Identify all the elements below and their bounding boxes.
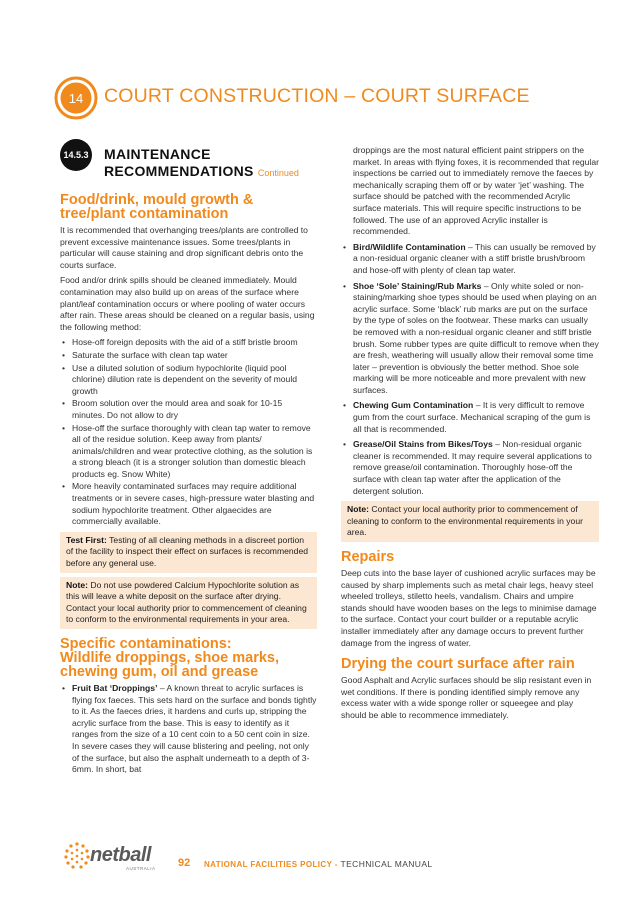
right-column: [341, 145, 599, 726]
list-item: [341, 400, 599, 435]
specific-heading: [60, 637, 317, 679]
list-item: • Use a diluted solution of sodium hypochlorite (liquid pool chlorine) dilution rate is dependent on the severity of mould growth: [60, 363, 317, 398]
note-box: [341, 501, 599, 542]
list-item: • Broom solution over the mould area and soak for 10-15 minutes. Do not allow to dry: [60, 398, 317, 421]
drying-text: Good Asphalt and Acrylic surfaces should be slip resistant even in wet conditions. If there is ponding identified simply remove any excess water with a wide sponge roller or squeegee and play should be able to recommence immediately.: [341, 675, 592, 720]
section-title-line2: RECOMMENDATIONS: [104, 163, 254, 179]
bird-text: – This can usually be removed by a non-residual organic cleaner with a stiff bristle brush/broom and hose-off with plenty of clean tap water.: [353, 241, 596, 275]
list-item: • More heavily contaminated surfaces may require additional treatments or in severe cases, high-pressure water blasting and sodium hypochlorite treatment. Other algaecides are commercially available.: [60, 481, 317, 527]
test-first-label: Test First:: [66, 534, 107, 545]
fruitbat-text: – A known threat to acrylic surfaces is flying fox faeces. This sets hard on the surface and bonds tightly to it. As the faeces dries, it hardens and curls up, stripping the acrylic surface from the base. This is easy to identify as it ranges from the size of a 10 cent coin to a 50 cent coin in size. In severe cases they will cause blistering and peeling, not only of the surface, but also the asphalt underneath to a depth of 3-6mm. In short, bat: [72, 683, 317, 775]
specific-list-left: [60, 683, 317, 776]
fruitbat-continued: droppings are the most natural efficient paint strippers on the market. In areas with flying foxes, it is recommended that regular inspections be carried out to immediately remove the faeces by mechanically scraping them off or by water ‘jet’ washing. The surface should be patched with the recommended Acrylic surface materials. This will require specific instructions to be followed. The use of an approved Acrylic installer is recommended.: [353, 145, 599, 237]
list-item: [341, 281, 599, 397]
chapter-title: COURT CONSTRUCTION – COURT SURFACE: [104, 85, 530, 107]
food-para1: It is recommended that overhanging trees/plants are controlled to prevent excessive maintenance issues. Some trees/plants in particular will cause staining and drop significant debris onto the courts surface.: [60, 225, 308, 270]
specific-list-right: [341, 242, 599, 497]
repairs-text: Deep cuts into the base layer of cushioned acrylic surfaces may be caused by sharp implements such as metal chair legs, heavy steel wheeled trolleys, stiletto heels, vandalism. Chairs and umpire stands should have wooden bases on the legs to minimise damage to the surface. Contact your court builder or a reputable acrylic installer immediately after any damage occurs to prevent further damage from the ingress of water.: [341, 568, 597, 648]
chapter-number: 14: [68, 91, 84, 106]
footer-title: [204, 859, 433, 869]
note-text: Do not use powdered Calcium Hypochlorite solution as this will leave a white deposit on the surface after drying. Contact your local authority prior to commencement of cleaning to conform to the environmental requirements in your area.: [66, 579, 307, 625]
shoe-text: – Only white soled or non-staining/marking shoe types should be used when playing on an acrylic surface. Some ‘black’ rub marks are put on the surface by the type of soles on the footwear. These marks can usually be removed with a non-residual organic cleaner and stiff bristle brush. Some rubber types are quite difficult to remove when they are fresh, weathering will usually allow their removal some time later – prevention is obviously the better method. Shoe sole marking will be more noticeable and more prevalent with new surfaces.: [353, 280, 599, 395]
note-label: Note:: [347, 504, 369, 515]
bird-label: Bird/Wildlife Contamination: [353, 241, 466, 252]
left-column: [60, 193, 317, 780]
gum-text: – It is very difficult to remove gum from the court surface. Mechanical scraping of the gum is all that is recommended.: [353, 400, 591, 434]
food-heading: [60, 193, 317, 221]
note-box: [60, 577, 317, 629]
list-item: • Saturate the surface with clean tap water: [60, 350, 317, 362]
list-item: • Hose-off the surface thoroughly with clean tap water to remove all of the residue solution. Keep away from plants/ animals/children and wear protective clothing, as the solution is a strong bleach (it is a stronger solution than domestic bleach products eg. Snow White): [60, 423, 317, 481]
netball-wordmark: netball: [90, 844, 151, 866]
drying-heading: Drying the court surface after rain: [341, 656, 575, 673]
note-text: Contact your local authority prior to commencement of cleaning to conform to the environmental requirements in your area.: [347, 504, 583, 538]
section-title: [104, 146, 299, 182]
chapter-number-badge: [54, 76, 98, 120]
test-first-text: Testing of all cleaning methods in a discreet portion of the facility to inspect their effect on surfaces is recommended before any general use.: [66, 534, 309, 569]
footer-policy: NATIONAL FACILITIES POLICY -: [204, 860, 338, 869]
specific-heading-line1: Specific contaminations:: [60, 636, 232, 652]
netball-ball-icon: [60, 840, 94, 874]
list-item: [341, 242, 599, 277]
fruitbat-label: Fruit Bat ‘Droppings’: [72, 683, 158, 693]
grease-text: – Non-residual organic cleaner is recommended. It may require several applications to remove grease/oil contamination. Thoroughly hose-off the surface with clean tap water after the application of the detergent solution.: [353, 439, 592, 496]
list-item: [341, 439, 599, 497]
section-number-badge: 14.5.3: [60, 139, 92, 171]
specific-heading-line3: chewing gum, oil and grease: [60, 664, 259, 680]
note-label: Note:: [66, 579, 88, 590]
section-title-line1: MAINTENANCE: [104, 146, 211, 162]
list-item: [60, 683, 317, 776]
page-number: 92: [178, 857, 191, 869]
continued-label: Continued: [257, 168, 299, 178]
test-first-box: [60, 532, 317, 573]
netball-wordmark-sub: AUSTRALIA: [126, 866, 156, 871]
food-heading-line2: tree/plant contamination: [60, 206, 229, 222]
netball-logo: [60, 840, 170, 874]
food-heading-line1: Food/drink, mould growth &: [60, 192, 254, 208]
food-method-list: [60, 337, 317, 528]
gum-label: Chewing Gum Contamination: [353, 400, 474, 411]
grease-label: Grease/Oil Stains from Bikes/Toys: [353, 439, 493, 450]
shoe-label: Shoe ‘Sole’ Staining/Rub Marks: [353, 280, 482, 291]
footer-manual: TECHNICAL MANUAL: [340, 859, 433, 869]
specific-heading-line2: Wildlife droppings, shoe marks,: [60, 650, 280, 666]
repairs-heading: Repairs: [341, 549, 395, 565]
list-item: • Hose-off foreign deposits with the aid of a stiff bristle broom: [60, 337, 317, 349]
food-para2: Food and/or drink spills should be cleaned immediately. Mould contamination may also build up on areas of the surface where plant/leaf contamination occurs or where pooling of water occurs after rain. These areas should be cleaned on a regular basis, using the following method:: [60, 275, 315, 332]
